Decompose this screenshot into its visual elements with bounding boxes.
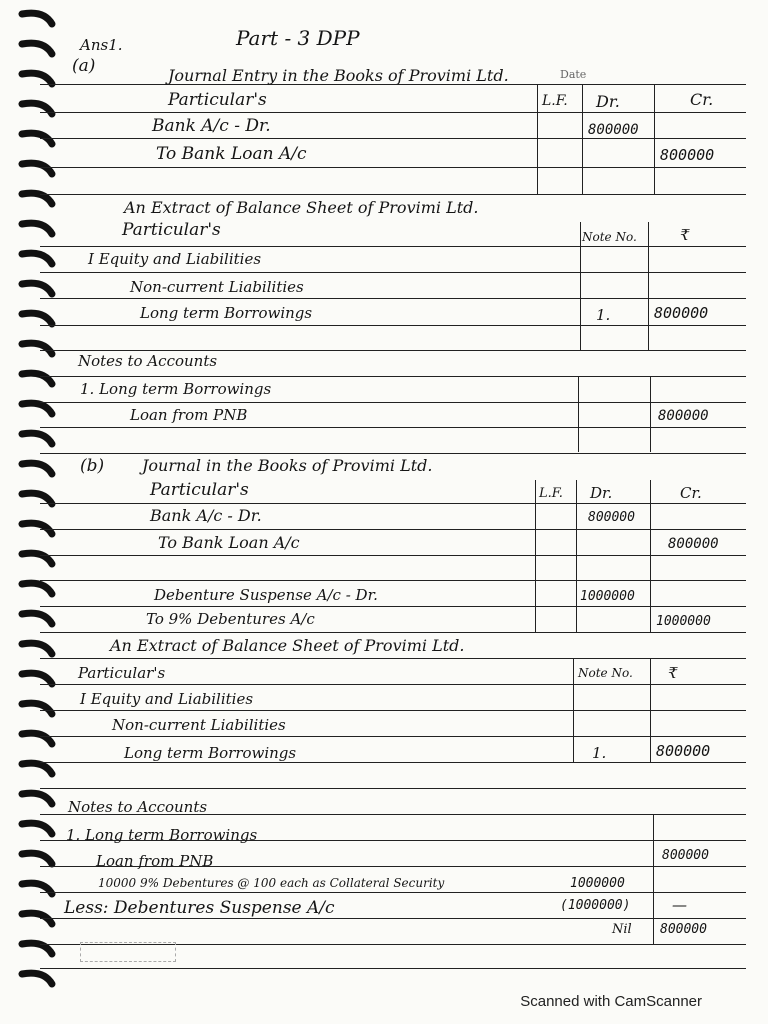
journal-b-row3-dr: 1000000 [580, 589, 635, 604]
bs-a-line3: Long term Borrowings [140, 304, 313, 322]
ruled-line [40, 350, 746, 351]
ruled-line [40, 658, 746, 659]
notes-a-line1: 1. Long term Borrowings [80, 380, 272, 398]
journal-b-row2: To Bank Loan A/c [158, 533, 300, 552]
journal-b-row1-dr: 800000 [588, 510, 635, 525]
ruled-line [40, 427, 746, 428]
journal-a-row2: To Bank Loan A/c [156, 144, 307, 164]
journal-b-row3: Debenture Suspense A/c - Dr. [154, 586, 378, 604]
bs-b-col-note: Note No. [578, 666, 633, 680]
journal-b-row4-cr: 1000000 [656, 614, 711, 629]
ruled-line [40, 167, 746, 168]
column-divider [580, 222, 581, 350]
column-divider [648, 222, 649, 350]
column-divider [654, 84, 655, 194]
notes-a-line2-amt: 800000 [658, 408, 709, 424]
journal-a-row1-dr: 800000 [588, 122, 639, 138]
ruled-line [40, 892, 746, 893]
bs-b-line2: Non-current Liabilities [112, 716, 286, 734]
notes-b-line3: 10000 9% Debentures @ 100 each as Collateral Security [98, 876, 445, 890]
ruled-line [40, 194, 746, 195]
ruled-line [40, 788, 746, 789]
ruled-line [40, 272, 746, 273]
column-divider [582, 84, 583, 194]
notes-b-line1: 1. Long term Borrowings [66, 826, 258, 844]
ruled-line [40, 968, 746, 969]
notes-b-line4-amt: (1000000) [560, 898, 631, 913]
bs-a-line3-note: 1. [596, 306, 611, 324]
journal-a-col-lf: L.F. [542, 93, 568, 109]
journal-b-col-cr: Cr. [680, 484, 702, 502]
ruled-line [40, 246, 746, 247]
column-divider [650, 480, 651, 632]
page-title: Part - 3 DPP [236, 26, 360, 50]
journal-a-col-dr: Dr. [596, 92, 620, 111]
column-divider [537, 84, 538, 194]
ruled-line [40, 453, 746, 454]
ruled-line [40, 684, 746, 685]
notes-b-line2-amt: 800000 [662, 848, 709, 863]
ruled-line [40, 555, 746, 556]
column-divider [535, 480, 536, 632]
ruled-line [40, 376, 746, 377]
bs-a-line3-amt: 800000 [654, 304, 709, 322]
notes-b-line5: Nil [612, 922, 632, 937]
column-divider [576, 480, 577, 632]
ruled-line [40, 503, 746, 504]
scanner-watermark: Scanned with CamScanner [520, 993, 702, 1010]
bs-b-line3: Long term Borrowings [124, 744, 297, 762]
bs-b-line3-amt: 800000 [656, 742, 711, 760]
bs-a-line2: Non-current Liabilities [130, 278, 304, 296]
bs-a-col-particulars: Particular's [122, 220, 221, 240]
notes-a-title: Notes to Accounts [78, 352, 218, 370]
column-divider [650, 376, 651, 452]
journal-b-col-particulars: Particular's [150, 480, 249, 500]
column-divider [578, 376, 579, 452]
ruled-line [40, 606, 746, 607]
ruled-line [40, 298, 746, 299]
spiral-binding-icon [0, 0, 60, 1000]
bs-b-line1: I Equity and Liabilities [80, 690, 254, 708]
ruled-line [40, 402, 746, 403]
journal-b-row1: Bank A/c - Dr. [150, 506, 262, 525]
bs-a-col-amt: ₹ [680, 226, 690, 244]
journal-b-row4: To 9% Debentures A/c [146, 610, 315, 628]
ruled-line [40, 710, 746, 711]
notes-a-line2: Loan from PNB [130, 406, 248, 424]
part-b-label: (b) [80, 456, 105, 476]
journal-b-row2-cr: 800000 [668, 536, 719, 552]
bs-a-title: An Extract of Balance Sheet of Provimi Ltd. [124, 198, 479, 217]
faint-stamp-icon [80, 942, 176, 962]
date-label: Date [560, 68, 587, 81]
ruled-line [40, 138, 746, 139]
column-divider [650, 658, 651, 762]
bs-b-col-particulars: Particular's [78, 664, 166, 682]
part-a-label: (a) [72, 56, 96, 76]
bs-b-title: An Extract of Balance Sheet of Provimi Ltd. [110, 636, 465, 655]
ruled-line [40, 918, 746, 919]
journal-b-title: Journal in the Books of Provimi Ltd. [142, 456, 433, 475]
notes-b-line4-amt2: — [672, 896, 687, 914]
ruled-line [40, 762, 746, 763]
answer-label: Ans1. [80, 36, 123, 54]
notes-b-line3-amt: 1000000 [570, 876, 625, 891]
ruled-line [40, 529, 746, 530]
ruled-line [40, 632, 746, 633]
ruled-line [40, 112, 746, 113]
journal-a-col-particulars: Particular's [168, 90, 267, 110]
column-divider [653, 814, 654, 944]
journal-a-row2-cr: 800000 [660, 146, 715, 164]
notes-b-line4: Less: Debentures Suspense A/c [64, 898, 335, 918]
bs-a-line1: I Equity and Liabilities [88, 250, 262, 268]
journal-a-row1: Bank A/c - Dr. [152, 116, 271, 136]
notes-b-line2: Loan from PNB [96, 852, 214, 870]
bs-b-col-amt: ₹ [668, 664, 678, 682]
notes-b-title: Notes to Accounts [68, 798, 208, 816]
ruled-line [40, 736, 746, 737]
bs-b-line3-note: 1. [592, 744, 607, 762]
journal-a-title: Journal Entry in the Books of Provimi Ltd. [168, 66, 509, 85]
bs-a-col-note: Note No. [582, 230, 637, 244]
journal-b-col-lf: L.F. [539, 486, 563, 501]
ruled-line [40, 325, 746, 326]
ruled-line [40, 580, 746, 581]
journal-b-col-dr: Dr. [590, 484, 613, 502]
column-divider [573, 658, 574, 762]
journal-a-col-cr: Cr. [690, 90, 714, 109]
notes-b-line5-amt: 800000 [660, 922, 707, 937]
